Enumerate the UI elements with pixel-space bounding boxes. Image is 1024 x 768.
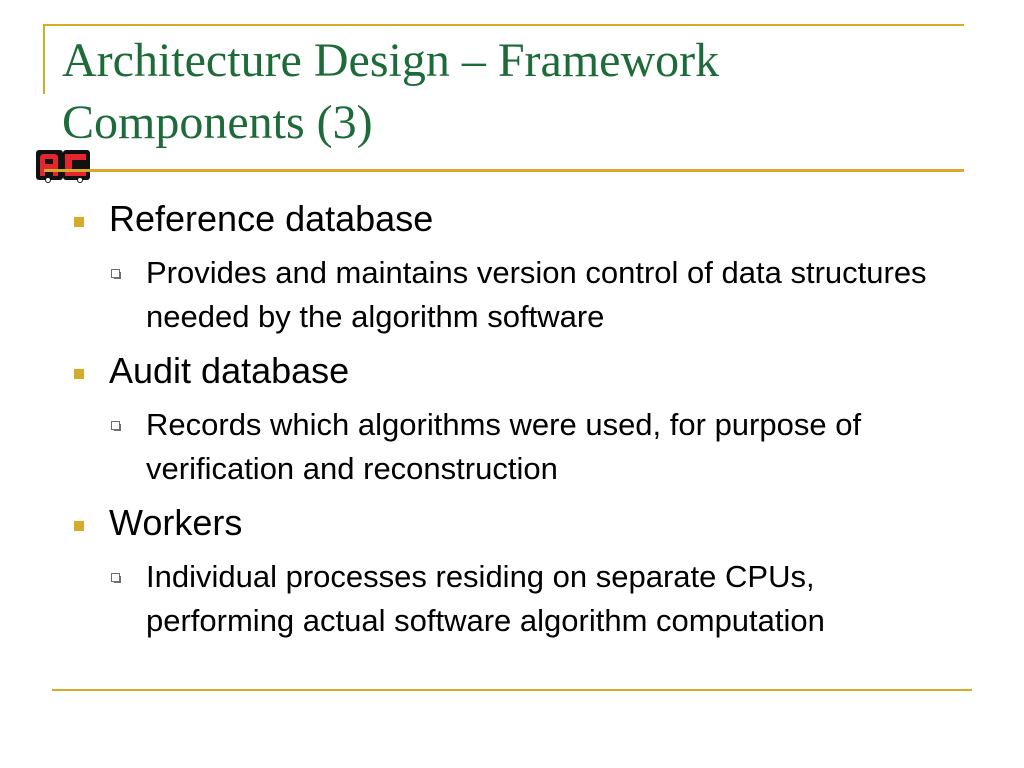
hollow-square-bullet-icon xyxy=(111,573,120,582)
subbullet-text: Records which algorithms were used, for purpose of verification and reconstruction xyxy=(146,407,862,486)
bullet-text: Reference database xyxy=(109,198,434,239)
ac-logo-icon xyxy=(34,146,92,184)
subbullet-text: Provides and maintains version control of data structures needed by the algorithm software xyxy=(146,255,927,334)
top-rule xyxy=(44,24,964,26)
subbullet-audit-database xyxy=(109,403,951,491)
bottom-rule xyxy=(52,689,972,691)
bullet-reference-database xyxy=(72,197,972,241)
slide-title: Architecture Design – Framework Components (3) xyxy=(62,34,720,149)
subbullet-reference-database xyxy=(109,251,951,339)
square-bullet-icon xyxy=(74,369,84,379)
title-rule xyxy=(44,169,964,172)
slide-content xyxy=(72,197,972,653)
hollow-square-bullet-icon xyxy=(111,269,120,278)
subbullet-workers xyxy=(109,555,951,643)
bullet-text: Audit database xyxy=(109,350,350,391)
bullet-workers xyxy=(72,501,972,545)
square-bullet-icon xyxy=(74,217,84,227)
bullet-audit-database xyxy=(72,349,972,393)
square-bullet-icon xyxy=(74,521,84,531)
bullet-text: Workers xyxy=(109,502,243,543)
left-rule xyxy=(43,24,45,94)
hollow-square-bullet-icon xyxy=(111,421,120,430)
subbullet-text: Individual processes residing on separate CPUs, performing actual software algorithm computation xyxy=(146,559,825,638)
